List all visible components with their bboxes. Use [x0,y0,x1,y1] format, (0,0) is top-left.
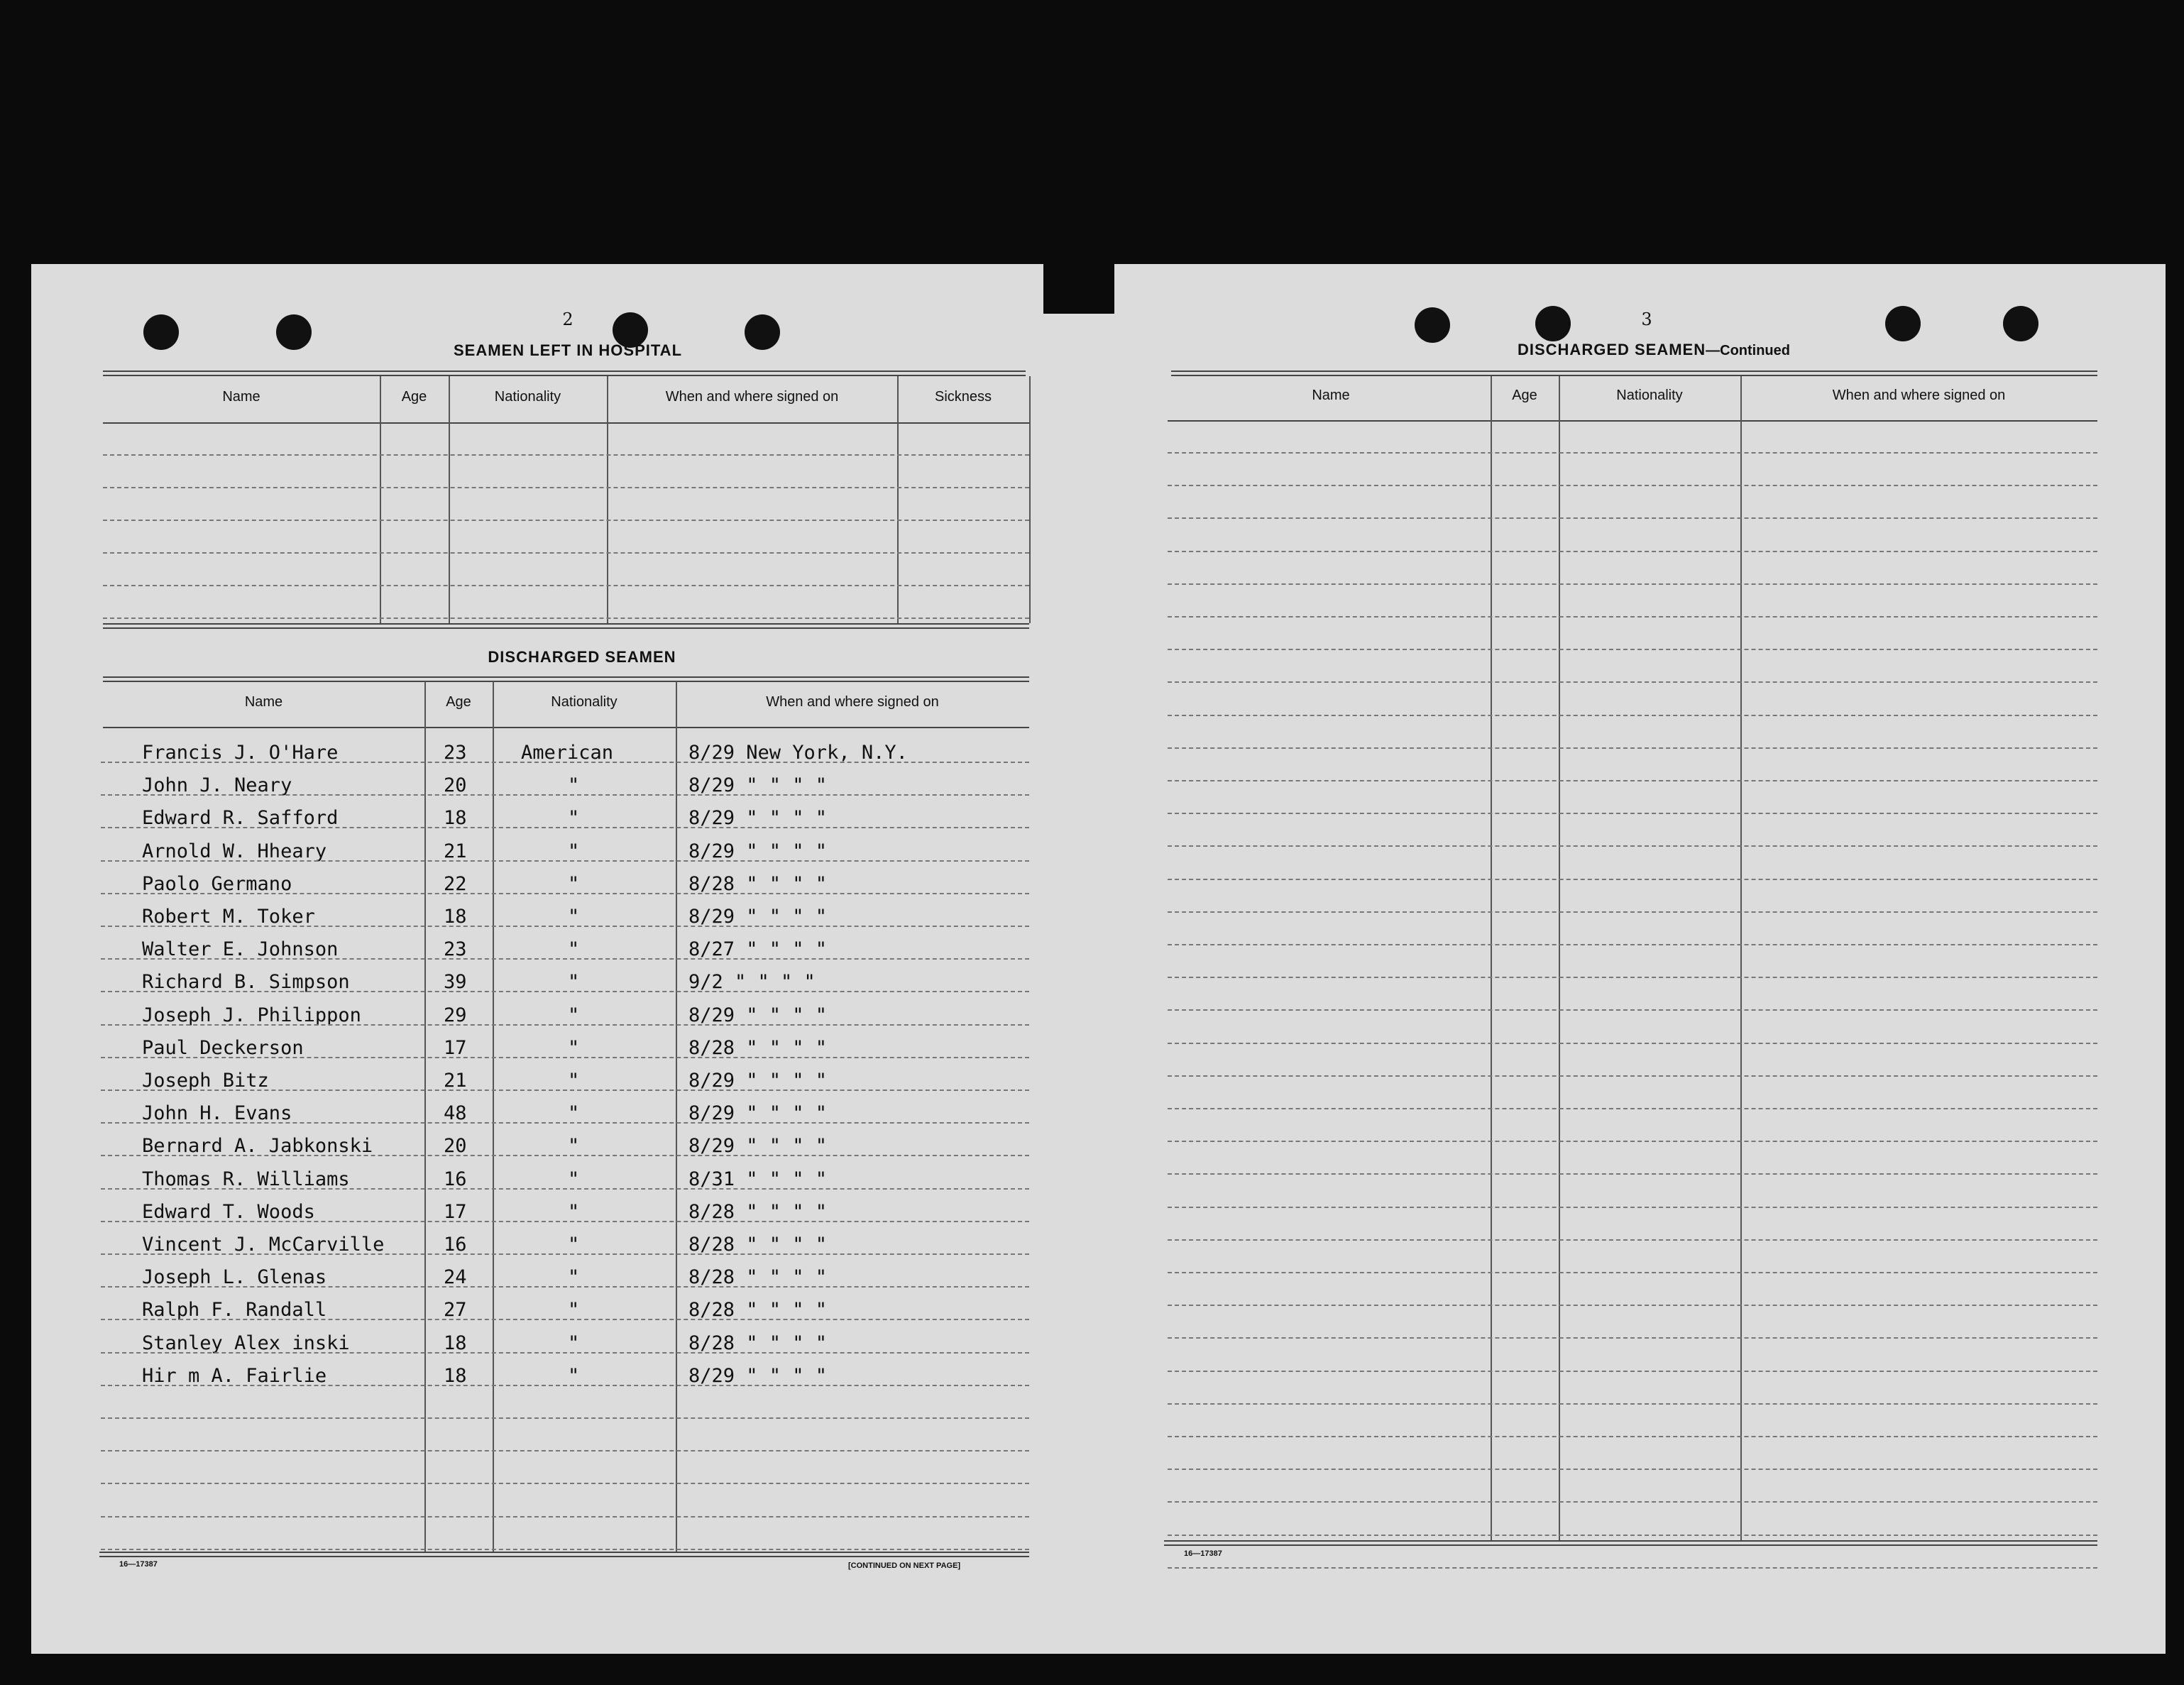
seaman-name: Robert M. Toker [142,906,315,928]
seaman-signed-on: 8/27 " " " " [688,938,828,961]
seaman-name: Joseph Bitz [142,1070,269,1092]
page-number: 3 [1641,309,1652,329]
row-rule [1168,1239,2097,1241]
row-rule [103,552,1029,554]
seaman-name: Paul Deckerson [142,1036,304,1059]
row-rule [103,618,1029,619]
seaman-age: 22 [444,872,467,895]
seaman-signed-on: 8/29 New York, N.Y. [688,742,908,764]
table-bottom [103,627,1029,629]
seaman-nationality: " [568,840,580,862]
seaman-name: Vincent J. McCarville [142,1234,385,1256]
seaman-signed-on: 8/29 " " " " [688,1004,828,1026]
hospital-section-title: SEAMEN LEFT IN HOSPITAL [453,341,683,359]
page-tear [1043,264,1114,314]
row-rule [101,860,1029,862]
row-rule [1168,616,2097,618]
row-rule [101,1352,1029,1354]
row-rule [1168,1043,2097,1044]
seaman-nationality: " [568,1299,580,1322]
seaman-age: 20 [444,1135,467,1158]
row-rule [1168,1075,2097,1077]
header-rule [1168,420,2097,422]
row-rule [1168,977,2097,978]
seaman-signed-on: 8/29 " " " " [688,906,828,928]
seaman-name: Bernard A. Jabkonski [142,1135,373,1158]
double-rule [1171,371,2097,372]
hospital-header-1: Age [401,389,427,405]
column-rule [676,681,677,1552]
row-rule [1168,1371,2097,1372]
seaman-name: Paolo Germano [142,872,292,895]
double-rule [103,676,1029,678]
discharged-continued-title [1455,341,1853,359]
seaman-nationality: American [521,742,614,764]
punch-hole [276,314,312,350]
punch-hole [1415,307,1450,343]
discharged-header-3: When and where signed on [766,694,939,710]
seaman-signed-on: 8/28 " " " " [688,1234,828,1256]
seaman-age: 18 [444,906,467,928]
seaman-nationality: " [568,971,580,994]
seaman-signed-on: 8/28 " " " " [688,1266,828,1289]
row-rule [103,520,1029,521]
table-bottom [99,1556,1029,1557]
row-rule [101,1319,1029,1320]
row-rule [101,1024,1029,1026]
seaman-name: Edward T. Woods [142,1200,315,1223]
row-rule [1168,780,2097,781]
row-rule [1168,1173,2097,1175]
row-rule [101,926,1029,927]
row-rule [101,1122,1029,1124]
row-rule [1168,681,2097,683]
row-rule [1168,1141,2097,1142]
seaman-age: 21 [444,840,467,862]
row-rule [101,1253,1029,1255]
continued-note: [CONTINUED ON NEXT PAGE] [848,1561,961,1570]
continued-header-1: Age [1512,388,1537,403]
row-rule [101,958,1029,960]
seaman-age: 18 [444,1364,467,1387]
row-rule [1168,845,2097,847]
row-rule [101,1417,1029,1419]
seaman-nationality: " [568,1070,580,1092]
seaman-age: 18 [444,1332,467,1354]
header-rule [103,422,1029,424]
form-number: 16—17387 [119,1560,158,1569]
seaman-nationality: " [568,906,580,928]
row-rule [101,1549,1029,1550]
hospital-header-0: Name [222,389,260,405]
seaman-nationality: " [568,1364,580,1387]
row-rule [1168,715,2097,716]
seaman-name: Francis J. O'Hare [142,742,339,764]
row-rule [101,1450,1029,1451]
punch-hole [143,314,179,350]
continued-header-0: Name [1312,388,1350,403]
row-rule [1168,944,2097,945]
seaman-signed-on: 9/2 " " " " [688,971,816,994]
seaman-age: 23 [444,938,467,961]
seaman-signed-on: 8/29 " " " " [688,1135,828,1158]
punch-hole [2003,306,2038,341]
seaman-age: 17 [444,1036,467,1059]
seaman-name: Stanley Alex inski [142,1332,350,1354]
row-rule [1168,583,2097,585]
column-rule [493,681,494,1552]
row-rule [103,454,1029,456]
row-rule [101,991,1029,992]
punch-hole [1885,306,1921,341]
row-rule [1168,1501,2097,1503]
seaman-nationality: " [568,872,580,895]
seaman-age: 27 [444,1299,467,1322]
seaman-nationality: " [568,1200,580,1223]
seaman-age: 20 [444,774,467,797]
row-rule [103,585,1029,586]
row-rule [101,1286,1029,1288]
row-rule [101,1385,1029,1386]
seaman-nationality: " [568,938,580,961]
seaman-nationality: " [568,1102,580,1125]
seaman-name: John J. Neary [142,774,292,797]
row-rule [101,1090,1029,1091]
row-rule [101,1516,1029,1517]
seaman-age: 17 [444,1200,467,1223]
column-rule [424,681,426,1552]
seaman-signed-on: 8/29 " " " " [688,840,828,862]
seaman-age: 16 [444,1234,467,1256]
row-rule [1168,1108,2097,1109]
row-rule [1168,1535,2097,1536]
row-rule [101,1221,1029,1222]
seaman-signed-on: 8/28 " " " " [688,1332,828,1354]
row-rule [101,1057,1029,1058]
hospital-header-3: When and where signed on [665,389,839,405]
row-rule [1168,747,2097,749]
discharged-section-title: DISCHARGED SEAMEN [488,648,676,666]
seaman-nationality: " [568,1168,580,1190]
seaman-signed-on: 8/29 " " " " [688,1070,828,1092]
row-rule [1168,1403,2097,1405]
row-rule [1168,517,2097,519]
row-rule [101,1155,1029,1156]
seaman-nationality: " [568,1266,580,1289]
seaman-age: 16 [444,1168,467,1190]
discharged-header-2: Nationality [551,694,618,710]
row-rule [101,762,1029,763]
seaman-signed-on: 8/28 " " " " [688,1036,828,1059]
table-bottom [1164,1544,2097,1546]
row-rule [1168,1469,2097,1470]
table-bottom [1164,1540,2097,1542]
seaman-nationality: " [568,1004,580,1026]
seaman-name: Joseph L. Glenas [142,1266,327,1289]
seaman-signed-on: 8/28 " " " " [688,1299,828,1322]
seaman-age: 29 [444,1004,467,1026]
column-rule [1029,376,1031,623]
seaman-name: Walter E. Johnson [142,938,339,961]
section-title-text: DISCHARGED SEAMEN [1517,341,1706,358]
seaman-age: 18 [444,807,467,830]
page-number: 2 [562,309,574,329]
double-rule [1171,375,2097,376]
row-rule [1168,551,2097,552]
seaman-age: 21 [444,1070,467,1092]
seaman-nationality: " [568,807,580,830]
row-rule [1168,649,2097,650]
row-rule [1168,485,2097,486]
seaman-age: 24 [444,1266,467,1289]
seaman-name: Richard B. Simpson [142,971,350,994]
seaman-age: 23 [444,742,467,764]
row-rule [101,1188,1029,1190]
row-rule [101,1483,1029,1484]
discharged-header-0: Name [244,694,283,710]
table-bottom [103,623,1029,625]
table-bottom [99,1552,1029,1553]
seaman-signed-on: 8/29 " " " " [688,1364,828,1387]
row-rule [101,827,1029,828]
header-rule [103,727,1029,728]
seaman-nationality: " [568,1332,580,1354]
seaman-name: Arnold W. Hheary [142,840,327,862]
row-rule [1168,1567,2097,1569]
row-rule [103,487,1029,488]
double-rule [103,375,1026,376]
hospital-header-4: Sickness [934,389,992,405]
row-rule [1168,911,2097,913]
continued-suffix: —Continued [1706,343,1790,358]
row-rule [1168,1272,2097,1273]
continued-header-2: Nationality [1616,388,1683,403]
row-rule [1168,1305,2097,1306]
seaman-age: 39 [444,971,467,994]
row-rule [101,893,1029,894]
seaman-name: Joseph J. Philippon [142,1004,361,1026]
seaman-signed-on: 8/31 " " " " [688,1168,828,1190]
discharged-header-1: Age [446,694,471,710]
continued-header-3: When and where signed on [1832,388,2006,403]
seaman-name: Thomas R. Williams [142,1168,350,1190]
seaman-name: Hir m A. Fairlie [142,1364,327,1387]
row-rule [1168,813,2097,814]
row-rule [1168,1207,2097,1208]
row-rule [1168,1009,2097,1011]
seaman-nationality: " [568,1036,580,1059]
row-rule [101,794,1029,796]
row-rule [1168,1436,2097,1437]
seaman-signed-on: 8/28 " " " " [688,872,828,895]
seaman-signed-on: 8/29 " " " " [688,774,828,797]
seaman-signed-on: 8/28 " " " " [688,1200,828,1223]
row-rule [1168,1337,2097,1339]
seaman-age: 48 [444,1102,467,1125]
seaman-nationality: " [568,1135,580,1158]
seaman-nationality: " [568,774,580,797]
hospital-header-2: Nationality [494,389,561,405]
seaman-name: Edward R. Safford [142,807,339,830]
form-number: 16—17387 [1184,1549,1222,1558]
double-rule [103,681,1029,682]
seaman-nationality: " [568,1234,580,1256]
row-rule [1168,879,2097,880]
seaman-signed-on: 8/29 " " " " [688,807,828,830]
punch-hole [1535,306,1571,341]
double-rule [103,371,1026,372]
seaman-name: Ralph F. Randall [142,1299,327,1322]
seaman-name: John H. Evans [142,1102,292,1125]
seaman-signed-on: 8/29 " " " " [688,1102,828,1125]
row-rule [1168,452,2097,454]
